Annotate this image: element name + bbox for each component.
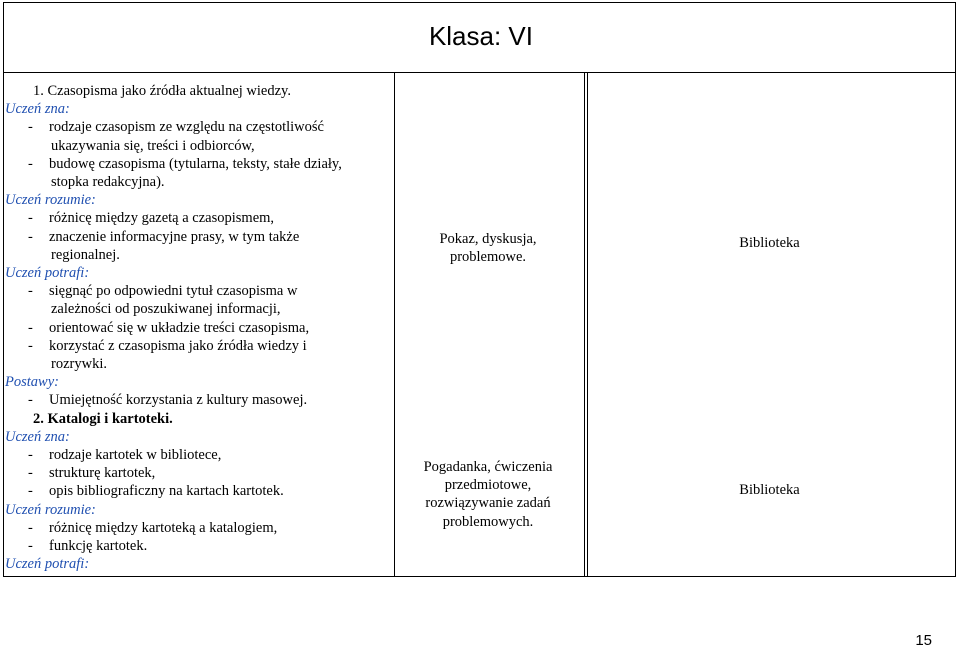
list-item: -znaczenie informacyjne prasy, w tym także [28, 228, 300, 245]
list-item: -orientować się w układzie treści czasopisma, [28, 319, 310, 336]
list-item-cont: stopka redakcyjna). [51, 174, 165, 191]
topic2-methods [394, 458, 582, 531]
topic2-understands-label: Uczeń rozumie: [5, 501, 96, 518]
topic2-title: 2. Katalogi i kartoteki. [33, 410, 173, 427]
topic2-place: Biblioteka [739, 482, 800, 498]
list-item: -rodzaje kartotek w bibliotece, [28, 447, 222, 464]
method-line: przedmiotowe, [444, 477, 532, 494]
list-item: -strukturę kartotek, [28, 465, 156, 482]
topics-content [3, 82, 391, 573]
list-item: -korzystać z czasopisma jako źródła wiedzy i [28, 337, 307, 354]
topic1-knows-label: Uczeń zna: [5, 101, 70, 118]
list-item: -różnicę między gazetą a czasopismem, [28, 210, 275, 227]
method-line: Pokaz, dyskusja, [439, 231, 537, 247]
page-number: 15 [915, 632, 932, 649]
topic1-can-label: Uczeń potrafi: [5, 265, 90, 282]
list-item: -funkcję kartotek. [28, 538, 148, 555]
page-header [3, 2, 956, 73]
topic1-place: Biblioteka [739, 235, 800, 251]
topic2-can-label: Uczeń potrafi: [5, 556, 90, 573]
list-item: -różnicę między kartoteką a katalogiem, [28, 519, 278, 536]
topic1-methods [394, 230, 582, 266]
list-item: -Umiejętność korzystania z kultury masowej. [28, 392, 308, 409]
list-item-cont: zależności od poszukiwanej informacji, [51, 301, 281, 318]
method-line: rozwiązywanie zadań [425, 495, 551, 512]
method-line: problemowe. [449, 249, 527, 266]
list-item: -budowę czasopisma (tytularna, teksty, stałe działy, [28, 155, 342, 172]
method-line: Pogadanka, ćwiczenia [423, 459, 553, 475]
method-line: problemowych. [442, 513, 534, 530]
list-item-cont: rozrywki. [51, 356, 107, 373]
topic1-title: 1. Czasopisma jako źródła aktualnej wiedzy. [33, 83, 291, 99]
list-item-cont: regionalnej. [51, 246, 120, 263]
class-label: Klasa: VI [428, 21, 533, 51]
list-item: -sięgnąć po odpowiedni tytuł czasopisma w [28, 283, 298, 300]
topic1-attitudes-label: Postawy: [5, 374, 59, 391]
list-item: -rodzaje czasopism ze względu na częstotliwość [28, 119, 324, 136]
place-column [587, 72, 956, 577]
topic2-knows-label: Uczeń zna: [5, 428, 70, 445]
list-item-cont: ukazywania się, treści i odbiorców, [51, 137, 255, 154]
list-item: -opis bibliograficzny na kartach kartotek. [28, 483, 284, 500]
topic1-understands-label: Uczeń rozumie: [5, 192, 96, 209]
